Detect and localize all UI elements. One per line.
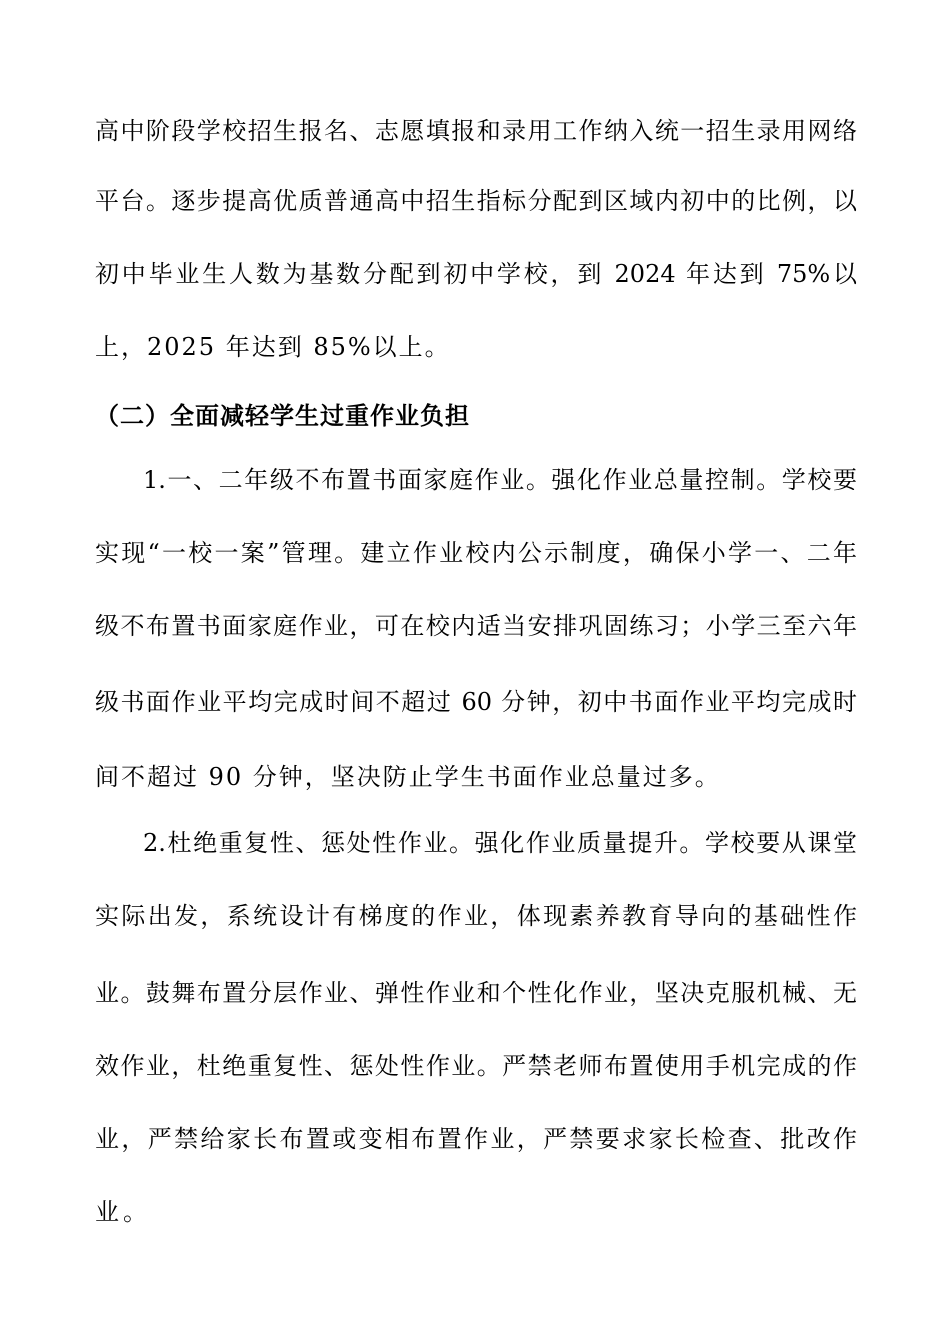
paragraph-3-line-1: 2.杜绝重复性、惩处性作业。强化作业质量提升。学校要从课堂 <box>143 829 857 857</box>
paragraph-3-line-5: 业，严禁给家长布置或变相布置作业，严禁要求家长检查、批改作 <box>95 1125 857 1153</box>
paragraph-3-line-6: 业。 <box>95 1198 151 1226</box>
paragraph-2-line-4: 级书面作业平均完成时间不超过 60 分钟，初中书面作业平均完成时 <box>95 688 857 716</box>
paragraph-3-line-2: 实际出发，系统设计有梯度的作业，体现素养教育导向的基础性作 <box>95 902 857 930</box>
paragraph-3-line-4: 效作业，杜绝重复性、惩处性作业。严禁老师布置使用手机完成的作 <box>95 1052 857 1080</box>
paragraph-1-line-4: 上，2025 年达到 85%以上。 <box>95 333 451 361</box>
section-heading: （二）全面减轻学生过重作业负担 <box>95 402 470 430</box>
paragraph-1-line-2: 平台。逐步提高优质普通高中招生指标分配到区域内初中的比例，以 <box>95 187 857 215</box>
paragraph-1-line-3: 初中毕业生人数为基数分配到初中学校，到 2024 年达到 75%以 <box>95 260 857 288</box>
paragraph-2-line-2: 实现“一校一案”管理。建立作业校内公示制度，确保小学一、二年 <box>95 539 857 567</box>
paragraph-2-line-1: 1.一、二年级不布置书面家庭作业。强化作业总量控制。学校要 <box>143 466 857 494</box>
paragraph-1-line-1: 高中阶段学校招生报名、志愿填报和录用工作纳入统一招生录用网络 <box>95 117 857 145</box>
paragraph-2-line-3: 级不布置书面家庭作业，可在校内适当安排巩固练习；小学三至六年 <box>95 612 857 640</box>
paragraph-2-line-5: 间不超过 90 分钟，坚决防止学生书面作业总量过多。 <box>95 763 721 791</box>
paragraph-3-line-3: 业。鼓舞布置分层作业、弹性作业和个性化作业，坚决克服机械、无 <box>95 979 857 1007</box>
